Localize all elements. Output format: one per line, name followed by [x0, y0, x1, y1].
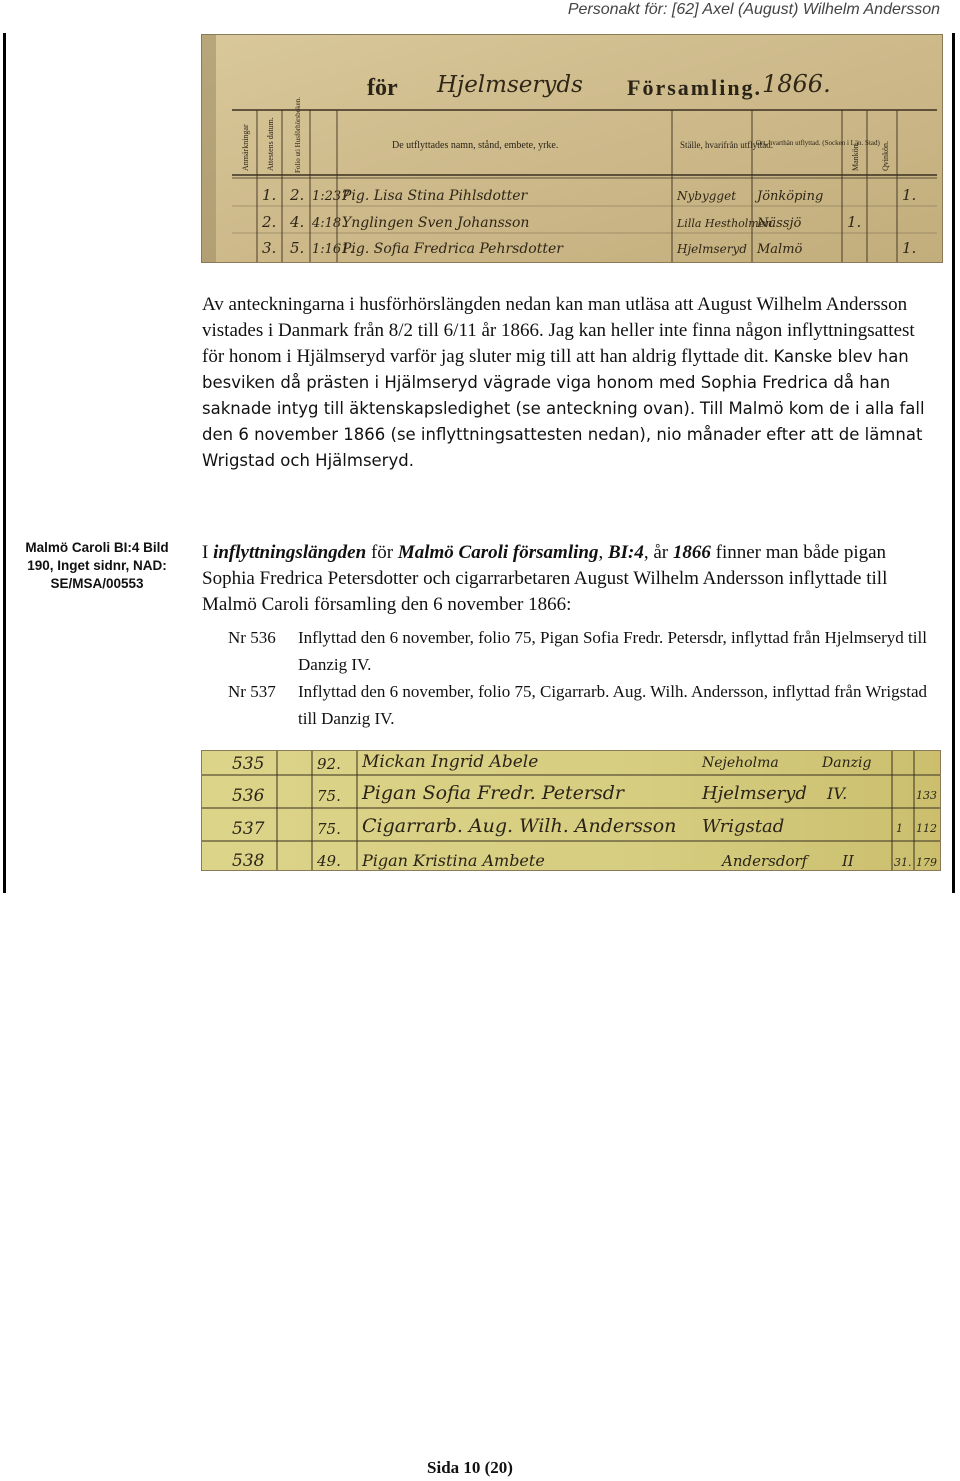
- scan-row3-day: 5.: [290, 239, 305, 257]
- scan2-row1-to: Danzig: [822, 755, 872, 771]
- p2-t5: ,: [598, 542, 604, 563]
- p2-parish: Malmö Caroli församling: [397, 542, 599, 563]
- scan2-row2-num: 536: [232, 786, 265, 806]
- scan-row1-to: Jönköping: [757, 189, 824, 204]
- register-entry: [228, 678, 928, 732]
- scan-row1-day: 2.: [290, 186, 305, 204]
- scan-col-qvinkon: Qvinkön.: [881, 141, 890, 171]
- scan-col-stalle: Ställe, hvarifrån utflyttad.: [680, 140, 773, 150]
- scan2-row4-q: 179: [916, 856, 937, 869]
- scan2-row2-q: 133: [916, 789, 937, 802]
- p2-volume: BI:4: [607, 542, 644, 563]
- paragraph-2: [202, 540, 932, 618]
- entry-number: Nr 537: [228, 682, 276, 701]
- scan-row1-num: 1.: [262, 186, 277, 204]
- scan2-row4-m: 31.: [894, 856, 912, 869]
- paragraph-1-part-a: Av anteckningarna i husförhörslängden nedan kan man utläsa att August Wilhelm Andersson vistades i Danmark från 8/2 till 6/11 år 1866. Jag kan heller inte finna någon inflyttningsattest för honom i Hjälmseryd varför jag sluter mig till att han aldrig flyttade dit.: [202, 294, 915, 367]
- scan2-row1-name: Mickan Ingrid Abele: [362, 752, 539, 772]
- scan2-row2-to: IV.: [827, 784, 848, 803]
- header-title: Personakt för: [62] Axel (August) Wilhelm Andersson: [567, 1, 940, 18]
- scan-row3-to: Malmö: [757, 242, 803, 257]
- entry-text: Inflyttad den 6 november, folio 75, Pigan Sofia Fredr. Petersdr, inflyttad från Hjelmseryd till Danzig IV.: [298, 628, 927, 674]
- scan2-row4-name: Pigan Kristina Ambete: [362, 851, 545, 870]
- left-margin-rule: [3, 33, 6, 893]
- entry-number: Nr 536: [228, 628, 276, 647]
- scan2-row3-m: 1: [896, 822, 903, 835]
- scan2-row3-folio: 75.: [317, 820, 341, 838]
- scan-row1-folio: 1:237: [312, 189, 350, 204]
- scan2-row2-folio: 75.: [317, 787, 341, 805]
- p2-t9: finner man både pigan Sophia Fredrica Petersdotter och cigarrarbetaren August Wilhelm Andersson inflyttade till Malmö Caroli församling den 6 november 1866:: [202, 542, 888, 615]
- scan-year: 1866.: [762, 70, 831, 98]
- scan2-row4-folio: 49.: [317, 852, 341, 870]
- scan-row3-folio: 1:161.: [312, 242, 354, 257]
- scan-col-attest: Attestens datum.: [266, 117, 275, 171]
- scan-row2-name: Ynglingen Sven Johansson: [342, 215, 530, 231]
- page-header: [568, 0, 940, 20]
- scan-handwritten-parish: Hjelmseryds: [437, 72, 583, 98]
- scan-row2-num: 2.: [262, 213, 277, 231]
- page-number: Sida 10 (20): [427, 1458, 513, 1477]
- p2-year: 1866: [672, 542, 711, 563]
- scan2-row4-to: II: [842, 852, 854, 870]
- paragraph-1: [202, 292, 932, 474]
- scan-row2-to: Nässjö: [757, 216, 802, 231]
- right-margin-rule: [952, 33, 955, 893]
- scan-title-prefix: för: [367, 75, 398, 101]
- scan2-row1-num: 535: [232, 754, 265, 774]
- scan-title-suffix: Församling.: [627, 75, 763, 100]
- scan-utflyttning-image: [202, 35, 942, 262]
- scan2-row4-num: 538: [232, 851, 265, 870]
- scan2-row1-from: Nejeholma: [702, 755, 779, 771]
- scan2-row2-name: Pigan Sofia Fredr. Petersdr: [362, 782, 625, 804]
- scan2-row4-from: Andersdorf: [722, 852, 808, 870]
- scan-inflyttning-image: [202, 751, 940, 870]
- scan-row3-from: Hjelmseryd: [677, 242, 747, 256]
- scan2-row1-folio: 92.: [317, 755, 341, 773]
- scan-col-mankon: Mankön.: [851, 142, 860, 171]
- register-entries: [228, 624, 928, 732]
- scan-row2-from: Lilla Hestholmen: [677, 217, 773, 230]
- scan-col-anm: Anmärkningar: [241, 124, 250, 171]
- paragraph-1-part-c: Till Malmö kom de i alla fall den 6 november 1866 (se inflyttningsattesten nedan), nio månader efter att de lämnat Wrigstad och Hjälmseryd.: [202, 399, 925, 470]
- scan-row1-q: 1.: [902, 186, 917, 204]
- p2-t1: I: [202, 542, 209, 563]
- scan-row1-name: Pig. Lisa Stina Pihlsdotter: [342, 188, 528, 204]
- scan-col-name: De utflyttades namn, stånd, embete, yrke.: [392, 140, 559, 151]
- scan-col-folio: Folio uti Husförhörsboken.: [294, 96, 302, 173]
- scan2-row3-num: 537: [232, 819, 265, 839]
- scan-row2-m: 1.: [847, 213, 862, 231]
- scan2-row3-from: Wrigstad: [702, 816, 785, 837]
- p2-t7: , år: [643, 542, 669, 563]
- scan-row1-from: Nybygget: [677, 189, 737, 203]
- scan-utflyttning: [201, 34, 943, 263]
- entry-text: Inflyttad den 6 november, folio 75, Cigarrarb. Aug. Wilh. Andersson, inflyttad från Wrigstad till Danzig IV.: [298, 682, 928, 728]
- scan2-row3-q: 112: [916, 822, 937, 835]
- paragraph-1-part-b: Kanske blev han besviken då prästen i Hjälmseryd vägrade viga honom med Sophia Fredrica då han saknade intyg till äktenskapsledighet (se anteckning ovan).: [202, 347, 909, 418]
- scan-row2-folio: 4:18.: [312, 216, 346, 231]
- scan2-row3-name: Cigarrarb. Aug. Wilh. Andersson: [362, 815, 677, 837]
- scan-row3-name: Pig. Sofia Fredrica Pehrsdotter: [342, 241, 563, 257]
- scan-inflyttning: [201, 750, 941, 871]
- p2-t3: för: [370, 542, 394, 563]
- scan-col-ort: Ort, hvarthän utflyttad. (Socken i Län. Stad): [756, 139, 880, 147]
- scan-row3-q: 1.: [902, 239, 917, 257]
- p2-inflyttningslangden: inflyttningslängden: [213, 542, 367, 563]
- scan2-row2-from: Hjelmseryd: [702, 783, 807, 804]
- scan-row2-day: 4.: [290, 213, 305, 231]
- source-reference: Malmö Caroli BI:4 Bild 190, Inget sidnr, NAD: SE/MSA/00553: [25, 540, 169, 591]
- scan-row3-num: 3.: [262, 239, 277, 257]
- register-entry: [228, 624, 928, 678]
